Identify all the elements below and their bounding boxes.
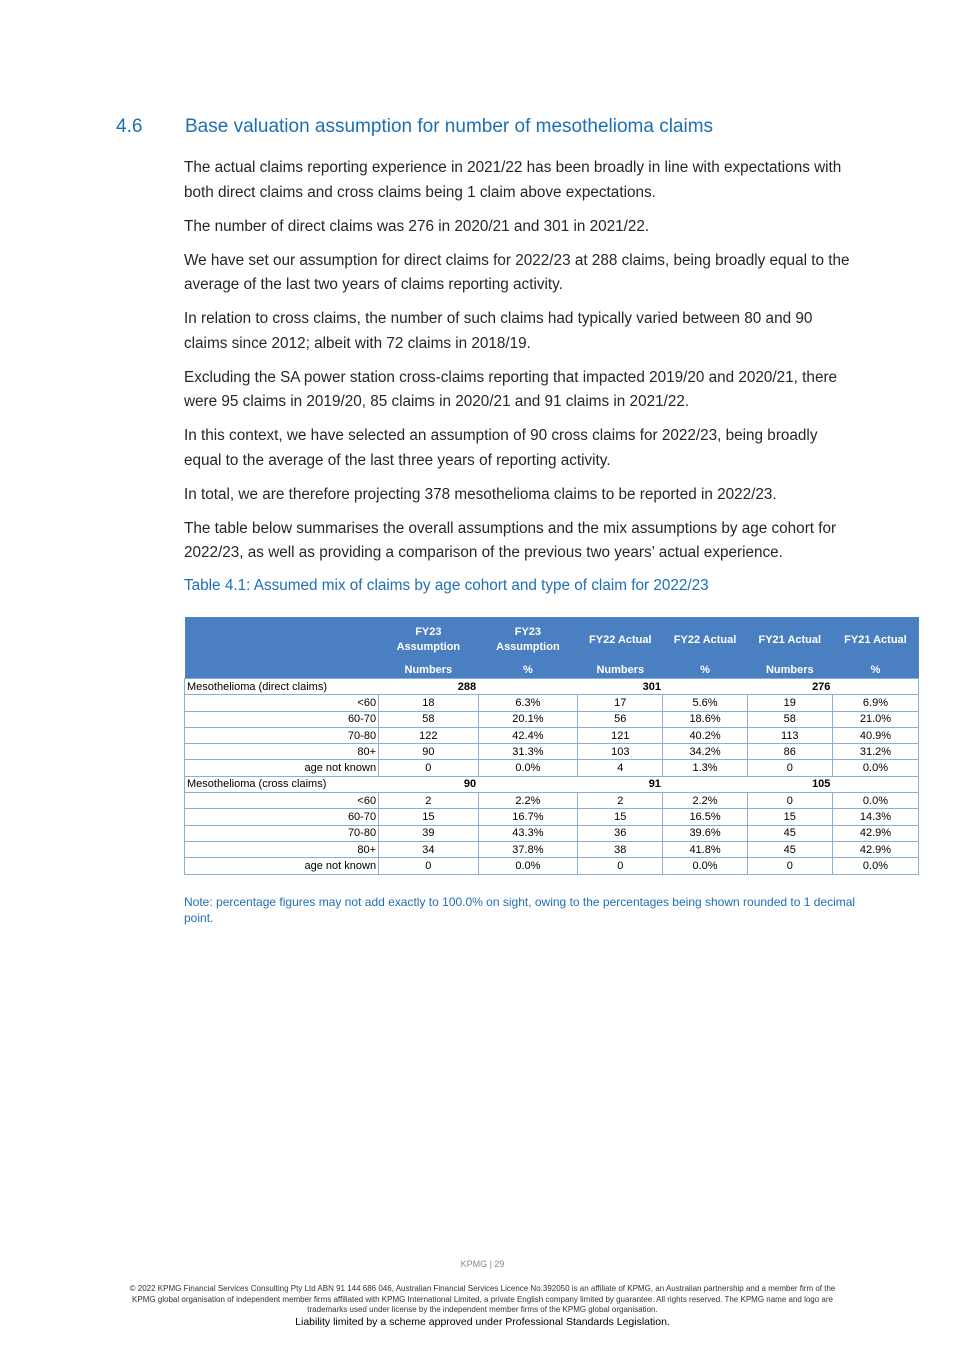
group-total: 288 (379, 679, 479, 695)
cell: 6.9% (832, 695, 918, 711)
column-subheader: Numbers (578, 663, 663, 679)
table-row (185, 809, 919, 825)
cell: 31.2% (832, 744, 918, 760)
body-text (184, 156, 852, 575)
cell: 2.2% (663, 793, 747, 809)
age-cohort: age not known (185, 858, 379, 874)
cell: 0 (747, 858, 832, 874)
group-row-cross-claims (185, 776, 919, 792)
cell: 45 (747, 841, 832, 857)
legal-disclaimer: © 2022 KPMG Financial Services Consulting Pty Ltd ABN 91 144 686 046, Australian Financial Services Licence No.392050 is an affiliate of KPMG, an Australian partnership and a member firm of the KPMG global organisation of independent member firms affiliated with KPMG International Limited, a private English company limited by guarantee. All rights reserved. The KPMG name and logo are trademarks used under license by the independent member firms of the KPMG global organisation. (129, 1284, 836, 1314)
cell: 34 (379, 841, 479, 857)
cell: 0.0% (478, 760, 578, 776)
section-title: Base valuation assumption for number of mesothelioma claims (185, 116, 714, 137)
table-row (185, 760, 919, 776)
group-total: 90 (379, 776, 479, 792)
cell: 2 (379, 793, 479, 809)
paragraph: In this context, we have selected an assumption of 90 cross claims for 2022/23, being broadly equal to the average of the last three years of reporting activity. (184, 427, 818, 469)
cell: 58 (379, 711, 479, 727)
cell: 0 (578, 858, 663, 874)
cell: 40.9% (832, 727, 918, 743)
cell: 1.3% (663, 760, 747, 776)
cell: 40.2% (663, 727, 747, 743)
column-header: FY23 Assumption (478, 617, 578, 663)
cell: 18.6% (663, 711, 747, 727)
cell: 38 (578, 841, 663, 857)
age-cohort: 70-80 (185, 825, 379, 841)
cell: 0.0% (832, 760, 918, 776)
age-cohort: 60-70 (185, 711, 379, 727)
column-header: FY21 Actual (832, 617, 918, 663)
age-cohort: 80+ (185, 744, 379, 760)
age-cohort: <60 (185, 793, 379, 809)
column-subheader: % (832, 663, 918, 679)
table-row (185, 695, 919, 711)
column-header: FY22 Actual (663, 617, 747, 663)
cell: 31.3% (478, 744, 578, 760)
age-cohort: <60 (185, 695, 379, 711)
cell: 113 (747, 727, 832, 743)
cell: 39.6% (663, 825, 747, 841)
cell: 14.3% (832, 809, 918, 825)
group-total: 276 (747, 679, 832, 695)
group-label: Mesothelioma (cross claims) (185, 776, 379, 792)
cell: 43.3% (478, 825, 578, 841)
age-cohort: 60-70 (185, 809, 379, 825)
paragraph: In relation to cross claims, the number of such claims had typically varied between 80 and 90 claims since 2012; albeit with 72 claims in 2018/19. (184, 310, 813, 352)
column-header: FY23 Assumption (379, 617, 479, 663)
cell: 17 (578, 695, 663, 711)
column-subheader: Numbers (379, 663, 479, 679)
column-header: FY22 Actual (578, 617, 663, 663)
cell: 4 (578, 760, 663, 776)
cell: 37.8% (478, 841, 578, 857)
group-label: Mesothelioma (direct claims) (185, 679, 379, 695)
group-total: 301 (578, 679, 663, 695)
cell: 2.2% (478, 793, 578, 809)
group-total: 91 (578, 776, 663, 792)
age-cohort: 70-80 (185, 727, 379, 743)
cell: 121 (578, 727, 663, 743)
cell: 2 (578, 793, 663, 809)
cell: 6.3% (478, 695, 578, 711)
cell: 20.1% (478, 711, 578, 727)
cell: 0 (379, 858, 479, 874)
paragraph: The actual claims reporting experience in 2021/22 has been broadly in line with expectations with both direct claims and cross claims being 1 claim above expectations. (184, 159, 842, 201)
table-note: Note: percentage figures may not add exactly to 100.0% on sight, owing to the percentages being shown rounded to 1 decimal point. (184, 895, 856, 925)
cell: 15 (379, 809, 479, 825)
cell: 42.9% (832, 841, 918, 857)
cell: 15 (747, 809, 832, 825)
paragraph: We have set our assumption for direct claims for 2022/23 at 288 claims, being broadly equal to the average of the last two years of claims reporting activity. (184, 251, 850, 293)
cell: 56 (578, 711, 663, 727)
group-total: 105 (747, 776, 832, 792)
column-subheader: Numbers (747, 663, 832, 679)
column-subheader: % (478, 663, 578, 679)
table-row (185, 793, 919, 809)
age-cohort: 80+ (185, 841, 379, 857)
cell: 86 (747, 744, 832, 760)
cell: 16.7% (478, 809, 578, 825)
cell: 0 (747, 793, 832, 809)
age-cohort: age not known (185, 760, 379, 776)
table-caption: Table 4.1: Assumed mix of claims by age cohort and type of claim for 2022/23 (184, 577, 709, 594)
column-subheader: % (663, 663, 747, 679)
paragraph: Excluding the SA power station cross-claims reporting that impacted 2019/20 and 2020/21, there were 95 claims in 2019/20, 85 claims in 2020/21 and 91 claims in 2021/22. (184, 368, 838, 410)
subheader-blank (185, 663, 379, 679)
cell: 58 (747, 711, 832, 727)
cell: 42.9% (832, 825, 918, 841)
cell: 21.0% (832, 711, 918, 727)
liability-statement: Liability limited by a scheme approved under Professional Standards Legislation. (295, 1316, 670, 1328)
cell: 34.2% (663, 744, 747, 760)
cell: 18 (379, 695, 479, 711)
cell: 5.6% (663, 695, 747, 711)
section-heading (116, 116, 876, 138)
cell: 42.4% (478, 727, 578, 743)
page-number: KPMG | 29 (460, 1259, 505, 1269)
paragraph: The number of direct claims was 276 in 2020/21 and 301 in 2021/22. (184, 217, 650, 235)
table-row (185, 727, 919, 743)
cell: 0.0% (663, 858, 747, 874)
cell: 0.0% (832, 858, 918, 874)
header-blank (185, 617, 379, 663)
table-row (185, 841, 919, 857)
paragraph: The table below summarises the overall assumptions and the mix assumptions by age cohort for 2022/23, as well as providing a comparison of the previous two years’ actual experience. (184, 519, 837, 561)
table-row (185, 858, 919, 874)
cell: 103 (578, 744, 663, 760)
section-number: 4.6 (116, 116, 143, 137)
cell: 0 (379, 760, 479, 776)
cell: 41.8% (663, 841, 747, 857)
cell: 16.5% (663, 809, 747, 825)
column-header: FY21 Actual (747, 617, 832, 663)
paragraph: In total, we are therefore projecting 378 mesothelioma claims to be reported in 2022/23. (184, 485, 777, 503)
group-row-direct-claims (185, 679, 919, 695)
cell: 0.0% (478, 858, 578, 874)
cell: 0.0% (832, 793, 918, 809)
claims-mix-table (184, 617, 919, 875)
cell: 90 (379, 744, 479, 760)
table-row (185, 744, 919, 760)
cell: 36 (578, 825, 663, 841)
cell: 15 (578, 809, 663, 825)
table-row (185, 711, 919, 727)
cell: 45 (747, 825, 832, 841)
cell: 0 (747, 760, 832, 776)
cell: 39 (379, 825, 479, 841)
cell: 122 (379, 727, 479, 743)
cell: 19 (747, 695, 832, 711)
table-row (185, 825, 919, 841)
